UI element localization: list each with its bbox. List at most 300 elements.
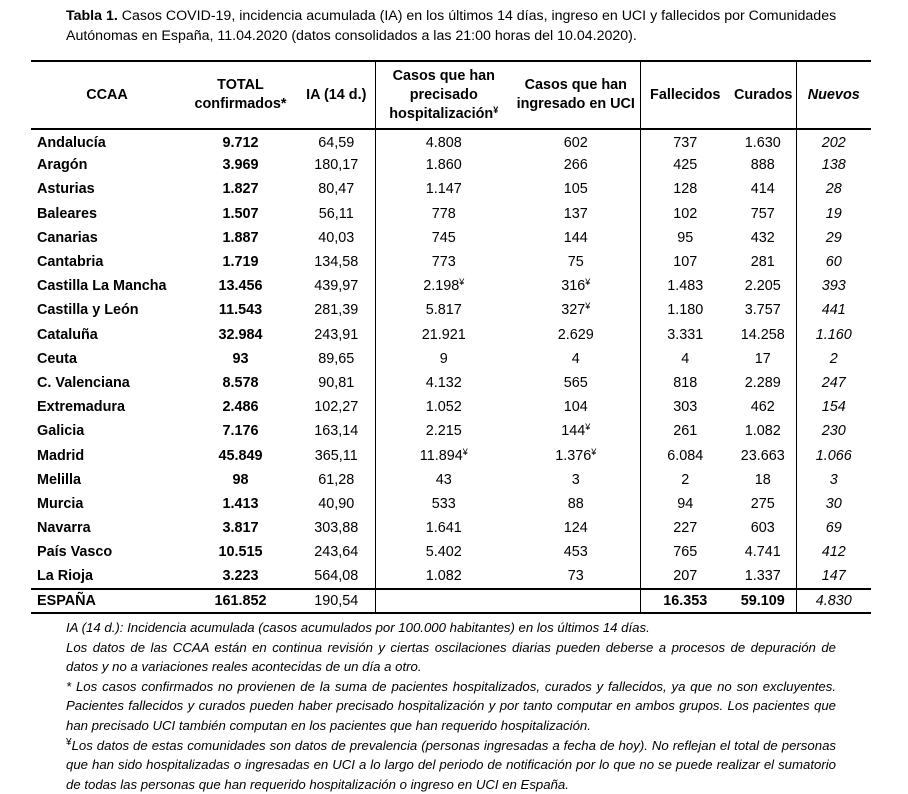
cell-total <box>183 419 298 443</box>
cell-ia <box>298 564 375 588</box>
cell-uci <box>512 298 640 322</box>
table-row <box>31 564 871 588</box>
cell-curados-value: 1.337 <box>744 567 781 584</box>
cell-ccaa-value: Andalucía <box>37 134 106 151</box>
cell-hosp-value: 21.921 <box>421 326 466 343</box>
cell-total-value: 32.984 <box>218 326 263 343</box>
cell-uci <box>512 274 640 298</box>
table-header <box>31 61 871 129</box>
cell-total-value: 1.887 <box>222 229 259 246</box>
cell-curados <box>730 516 796 540</box>
cell-ccaa <box>31 589 183 613</box>
cell-total-value: 1.413 <box>222 495 259 512</box>
cell-uci <box>512 250 640 274</box>
cell-total-value: 2.486 <box>222 399 259 416</box>
cell-total <box>183 202 298 226</box>
cell-ia <box>298 347 375 371</box>
cell-ccaa <box>31 516 183 540</box>
header-hosp-mark: ¥ <box>493 104 499 115</box>
cell-uci-value: 602 <box>563 134 588 151</box>
cell-ia-value: 102,27 <box>314 399 359 416</box>
cell-ccaa-value: La Rioja <box>37 567 93 584</box>
cell-ccaa-value: Castilla y León <box>37 302 139 319</box>
cell-uci-mark: ¥ <box>585 277 591 288</box>
cell-ia-value: 64,59 <box>318 134 355 151</box>
cell-hosp-value: 1.860 <box>425 157 462 174</box>
cell-ccaa <box>31 540 183 564</box>
cell-hosp-value: 2.215 <box>425 423 462 440</box>
cell-ccaa-value: ESPAÑA <box>37 592 96 609</box>
cell-total-value: 1.507 <box>222 205 259 222</box>
cell-hosp <box>375 492 512 516</box>
cell-fallecidos-value: 818 <box>673 374 698 391</box>
cell-ccaa <box>31 298 183 322</box>
cell-ia <box>298 371 375 395</box>
cell-uci <box>512 153 640 177</box>
cell-curados-value: 1.630 <box>744 134 781 151</box>
cell-uci-value: 1.376 <box>555 447 592 464</box>
cell-nuevos <box>796 129 871 153</box>
cell-nuevos <box>796 226 871 250</box>
cell-total <box>183 492 298 516</box>
table-row <box>31 323 871 347</box>
cell-total-value: 9.712 <box>222 134 259 151</box>
note-revision: Los datos de las CCAA están en continua revisión y ciertas oscilaciones diarias pueden deberse a procesos de depuración de datos y no a variaciones reales acontecidas de un día a otro. <box>66 639 836 675</box>
header-total-label: TOTAL confirmados <box>194 77 281 112</box>
cell-uci-value: 104 <box>563 399 588 416</box>
cell-hosp <box>375 395 512 419</box>
cell-fallecidos-value: 303 <box>673 399 698 416</box>
cell-nuevos <box>796 492 871 516</box>
cell-nuevos-value: 30 <box>825 495 842 512</box>
cell-uci-value: 105 <box>563 181 588 198</box>
cell-ccaa <box>31 468 183 492</box>
cell-curados-value: 23.663 <box>740 447 785 464</box>
cell-hosp <box>375 129 512 153</box>
cell-fallecidos-value: 4 <box>681 350 690 367</box>
table-row <box>31 516 871 540</box>
cell-total-value: 93 <box>232 350 249 367</box>
cell-nuevos <box>796 177 871 201</box>
cell-curados-value: 59.109 <box>740 592 785 609</box>
cell-nuevos <box>796 153 871 177</box>
cell-nuevos-value: 1.066 <box>815 447 852 464</box>
cell-total-value: 98 <box>232 471 249 488</box>
cell-nuevos-value: 202 <box>821 134 846 151</box>
cell-hosp-value: 5.817 <box>425 302 462 319</box>
cell-curados <box>730 540 796 564</box>
cell-ccaa-value: País Vasco <box>37 544 113 561</box>
cell-hosp <box>375 347 512 371</box>
cell-uci-value: 88 <box>567 495 584 512</box>
cell-uci-value: 124 <box>563 520 588 537</box>
cell-nuevos <box>796 516 871 540</box>
cell-curados-value: 462 <box>750 399 775 416</box>
cell-ccaa <box>31 177 183 201</box>
cell-ia-value: 281,39 <box>314 302 359 319</box>
cell-ia-value: 180,17 <box>314 157 359 174</box>
cell-uci-value: 3 <box>571 471 580 488</box>
cell-total <box>183 153 298 177</box>
cell-nuevos-value: 2 <box>829 350 838 367</box>
cell-nuevos-value: 230 <box>821 423 846 440</box>
cell-total-value: 8.578 <box>222 374 259 391</box>
cell-ccaa <box>31 202 183 226</box>
cell-uci-value: 327 <box>561 302 586 319</box>
cell-ia-value: 243,64 <box>314 544 359 561</box>
table-row <box>31 443 871 467</box>
cell-ia-value: 163,14 <box>314 423 359 440</box>
cell-ia-value: 564,08 <box>314 567 359 584</box>
cell-nuevos <box>796 419 871 443</box>
cell-hosp <box>375 443 512 467</box>
cell-curados <box>730 564 796 588</box>
cell-uci <box>512 371 640 395</box>
cell-total <box>183 516 298 540</box>
cell-total-value: 11.543 <box>218 302 263 319</box>
note-yen-text: Los datos de estas comunidades son datos de prevalencia (personas ingresadas a fecha de hoy). No reflejan el total de personas que han sido hospitalizadas o ingresadas en UCI a lo largo del periodo de notificación por lo que no se puede realizar el sumatorio de todas las personas que han requerido hospitalización o ingreso en UCI en España. <box>66 737 836 792</box>
table-row <box>31 226 871 250</box>
cell-ia-value: 56,11 <box>318 205 354 222</box>
cell-curados <box>730 323 796 347</box>
cell-fallecidos-value: 107 <box>673 254 698 271</box>
cell-ccaa <box>31 443 183 467</box>
cell-nuevos <box>796 371 871 395</box>
cell-uci-value: 316 <box>561 278 586 295</box>
cell-curados-value: 757 <box>750 205 775 222</box>
cell-curados <box>730 589 796 613</box>
cell-curados-value: 4.741 <box>744 544 781 561</box>
cell-nuevos <box>796 564 871 588</box>
cell-curados-value: 432 <box>750 229 775 246</box>
cell-curados <box>730 371 796 395</box>
cell-fallecidos-value: 2 <box>681 471 690 488</box>
cell-ccaa <box>31 492 183 516</box>
cell-fallecidos-value: 261 <box>673 423 698 440</box>
cell-total <box>183 347 298 371</box>
table-row <box>31 492 871 516</box>
cell-curados-value: 1.082 <box>744 423 781 440</box>
cell-nuevos <box>796 298 871 322</box>
cell-ccaa <box>31 371 183 395</box>
cell-ia <box>298 395 375 419</box>
cell-nuevos-value: 412 <box>821 544 846 561</box>
cell-fallecidos <box>640 516 730 540</box>
table-row <box>31 298 871 322</box>
cell-curados-value: 14.258 <box>740 326 785 343</box>
table-row <box>31 250 871 274</box>
cell-ia <box>298 468 375 492</box>
cell-fallecidos <box>640 468 730 492</box>
cell-nuevos-value: 138 <box>821 157 846 174</box>
cell-curados-value: 414 <box>750 181 775 198</box>
cell-hosp <box>375 250 512 274</box>
cell-hosp <box>375 274 512 298</box>
cell-hosp-mark: ¥ <box>462 446 468 457</box>
cell-nuevos-value: 29 <box>825 229 842 246</box>
cell-total <box>183 443 298 467</box>
cell-ia <box>298 153 375 177</box>
cell-ccaa <box>31 153 183 177</box>
cell-hosp <box>375 153 512 177</box>
cell-total-value: 13.456 <box>218 278 263 295</box>
cell-uci <box>512 540 640 564</box>
cell-uci <box>512 468 640 492</box>
cell-uci-value: 144 <box>563 229 588 246</box>
header-hosp-label: Casos que han precisado hospitalización <box>389 67 495 122</box>
cell-nuevos <box>796 540 871 564</box>
cell-fallecidos <box>640 419 730 443</box>
cell-fallecidos <box>640 492 730 516</box>
cell-fallecidos-value: 1.483 <box>667 278 704 295</box>
cell-nuevos <box>796 347 871 371</box>
table-caption <box>66 6 876 46</box>
cell-fallecidos <box>640 395 730 419</box>
cell-uci <box>512 177 640 201</box>
cell-hosp-value: 778 <box>431 205 456 222</box>
cell-hosp-value: 4.132 <box>425 374 462 391</box>
cell-nuevos-value: 147 <box>821 567 846 584</box>
cell-hosp-value: 1.052 <box>425 399 462 416</box>
cell-hosp-value: 773 <box>431 254 456 271</box>
cell-ccaa-value: Cataluña <box>37 326 98 343</box>
header-nuevos: Nuevos <box>796 61 871 129</box>
cell-uci <box>512 395 640 419</box>
cell-hosp <box>375 298 512 322</box>
cell-ia <box>298 177 375 201</box>
cell-ccaa <box>31 347 183 371</box>
cell-total <box>183 250 298 274</box>
cell-ccaa <box>31 129 183 153</box>
cell-total-value: 7.176 <box>222 423 259 440</box>
cell-ccaa-value: Murcia <box>37 495 84 512</box>
cell-total <box>183 395 298 419</box>
cell-ia-value: 89,65 <box>318 350 355 367</box>
cell-curados-value: 2.205 <box>744 278 781 295</box>
cell-total <box>183 177 298 201</box>
cell-curados <box>730 395 796 419</box>
cell-ccaa <box>31 274 183 298</box>
cell-ia-value: 80,47 <box>318 181 355 198</box>
cell-nuevos <box>796 395 871 419</box>
cell-ia-value: 190,54 <box>314 592 359 609</box>
cell-ia-value: 134,58 <box>314 254 359 271</box>
cell-hosp-value: 745 <box>431 229 456 246</box>
cell-total <box>183 371 298 395</box>
cell-curados <box>730 153 796 177</box>
cell-fallecidos-value: 425 <box>673 157 698 174</box>
cell-hosp-value: 11.894 <box>419 447 463 464</box>
cell-ccaa-value: Melilla <box>37 471 81 488</box>
cell-fallecidos <box>640 226 730 250</box>
table-row <box>31 540 871 564</box>
table-row <box>31 274 871 298</box>
cell-total <box>183 226 298 250</box>
cell-ia-value: 243,91 <box>314 326 359 343</box>
cell-ia <box>298 323 375 347</box>
cell-uci-value: 453 <box>563 544 588 561</box>
cell-nuevos <box>796 443 871 467</box>
cell-ccaa <box>31 395 183 419</box>
cell-fallecidos-value: 95 <box>677 229 694 246</box>
cell-uci <box>512 202 640 226</box>
cell-hosp <box>375 177 512 201</box>
cell-ccaa-value: Aragón <box>37 157 88 174</box>
cell-curados <box>730 298 796 322</box>
cell-uci <box>512 589 640 613</box>
cell-curados-value: 275 <box>750 495 775 512</box>
cell-total <box>183 564 298 588</box>
table-row <box>31 395 871 419</box>
cell-fallecidos <box>640 443 730 467</box>
cell-curados <box>730 492 796 516</box>
header-uci: Casos que han ingresado en UCI <box>512 61 640 129</box>
note-asterisk: * Los casos confirmados no provienen de la suma de pacientes hospitalizados, curados y fallecidos, ya que no son excluyentes. Pacientes fallecidos y curados pueden haber precisado hospitalización y por tanto computar en ambos grupos. Los pacientes que han precisado UCI también computan en los pacientes que han requerido hospitalización. <box>66 678 836 733</box>
cell-fallecidos <box>640 274 730 298</box>
cell-ia <box>298 250 375 274</box>
cell-ccaa <box>31 564 183 588</box>
cell-ccaa-value: Madrid <box>37 447 85 464</box>
cell-curados <box>730 468 796 492</box>
cell-total <box>183 274 298 298</box>
cell-nuevos-value: 393 <box>821 278 846 295</box>
cell-hosp-value: 1.641 <box>425 520 462 537</box>
cell-fallecidos-value: 102 <box>673 205 698 222</box>
cell-nuevos <box>796 589 871 613</box>
cell-uci <box>512 516 640 540</box>
cell-fallecidos-value: 3.331 <box>667 326 704 343</box>
note-ia: IA (14 d.): Incidencia acumulada (casos acumulados por 100.000 habitantes) en los últimos 14 días. <box>66 620 650 635</box>
cell-nuevos <box>796 250 871 274</box>
cell-ccaa-value: Navarra <box>37 520 91 537</box>
cell-uci <box>512 129 640 153</box>
cell-hosp-value: 2.198 <box>423 278 460 295</box>
cell-nuevos-value: 19 <box>825 205 842 222</box>
cell-ia <box>298 443 375 467</box>
cell-ia-value: 40,03 <box>318 229 355 246</box>
cell-total-value: 45.849 <box>218 447 263 464</box>
cell-hosp <box>375 540 512 564</box>
cell-ccaa-value: Baleares <box>37 205 98 222</box>
cell-fallecidos <box>640 202 730 226</box>
cell-curados <box>730 250 796 274</box>
cell-fallecidos <box>640 250 730 274</box>
cell-fallecidos <box>640 347 730 371</box>
cell-fallecidos-value: 94 <box>677 495 694 512</box>
cell-fallecidos <box>640 540 730 564</box>
cell-uci-value: 2.629 <box>557 326 594 343</box>
cell-ia <box>298 298 375 322</box>
cell-ccaa <box>31 419 183 443</box>
cell-curados <box>730 177 796 201</box>
table-row <box>31 153 871 177</box>
cell-ccaa-value: Canarias <box>37 229 98 246</box>
cell-ia <box>298 419 375 443</box>
cell-total <box>183 589 298 613</box>
caption-text: Casos COVID-19, incidencia acumulada (IA) en los últimos 14 días, ingreso en UCI y fallecidos por Comunidades Autónomas en España, 11.04.2020 (datos consolidados a las 21:00 horas del 10.04.2020). <box>66 8 837 44</box>
cell-fallecidos-value: 737 <box>673 134 698 151</box>
cell-ccaa <box>31 323 183 347</box>
cell-fallecidos-value: 207 <box>673 567 698 584</box>
cell-ia <box>298 492 375 516</box>
cell-hosp-value: 4.808 <box>425 134 462 151</box>
cell-hosp-value: 9 <box>439 350 448 367</box>
cell-fallecidos <box>640 564 730 588</box>
cell-fallecidos-value: 227 <box>673 520 698 537</box>
cell-hosp <box>375 323 512 347</box>
cell-total-value: 1.719 <box>222 254 259 271</box>
cell-ia-value: 61,28 <box>318 471 355 488</box>
cell-uci <box>512 492 640 516</box>
cell-total-value: 3.817 <box>222 520 259 537</box>
cell-nuevos <box>796 274 871 298</box>
header-total-mark: * <box>280 96 287 112</box>
cell-total <box>183 468 298 492</box>
table-body <box>31 129 871 613</box>
note-yen <box>66 736 836 794</box>
cell-nuevos-value: 154 <box>821 399 846 416</box>
cell-hosp <box>375 589 512 613</box>
cell-hosp <box>375 516 512 540</box>
cell-ia-value: 40,90 <box>318 495 355 512</box>
cell-ia <box>298 226 375 250</box>
cell-ia-value: 439,97 <box>314 278 359 295</box>
cell-nuevos-value: 247 <box>821 374 846 391</box>
cell-hosp-value: 5.402 <box>425 544 462 561</box>
cell-total <box>183 298 298 322</box>
cell-hosp <box>375 564 512 588</box>
cell-ia <box>298 589 375 613</box>
cell-uci-value: 4 <box>571 350 580 367</box>
cell-ccaa <box>31 250 183 274</box>
cell-hosp-value: 43 <box>435 471 452 488</box>
table-row <box>31 202 871 226</box>
cell-hosp <box>375 468 512 492</box>
cell-ccaa-value: Ceuta <box>37 350 77 367</box>
table-row <box>31 419 871 443</box>
cell-curados-value: 17 <box>754 350 771 367</box>
cell-uci <box>512 564 640 588</box>
cell-curados-value: 888 <box>750 157 775 174</box>
cell-ia-value: 303,88 <box>314 520 359 537</box>
cell-hosp-value: 1.147 <box>425 181 462 198</box>
cell-fallecidos <box>640 371 730 395</box>
header-total <box>183 61 298 129</box>
cell-nuevos-value: 4.830 <box>815 592 852 609</box>
cell-total <box>183 323 298 347</box>
table-row <box>31 129 871 153</box>
cell-uci-value: 75 <box>567 254 584 271</box>
cell-total-value: 10.515 <box>218 544 263 561</box>
cell-nuevos-value: 60 <box>825 254 842 271</box>
cell-fallecidos-value: 16.353 <box>663 592 708 609</box>
header-ia: IA (14 d.) <box>298 61 375 129</box>
cell-ccaa-value: Asturias <box>37 181 95 198</box>
cell-uci <box>512 226 640 250</box>
table-row <box>31 177 871 201</box>
cell-hosp <box>375 202 512 226</box>
header-curados: Curados <box>730 61 796 129</box>
cell-total-value: 161.852 <box>214 592 267 609</box>
cell-hosp-value: 1.082 <box>425 567 462 584</box>
cell-uci-value: 565 <box>563 374 588 391</box>
cell-fallecidos <box>640 298 730 322</box>
cell-ia <box>298 516 375 540</box>
cell-nuevos <box>796 202 871 226</box>
cell-hosp <box>375 226 512 250</box>
cell-nuevos <box>796 323 871 347</box>
cell-ia <box>298 202 375 226</box>
